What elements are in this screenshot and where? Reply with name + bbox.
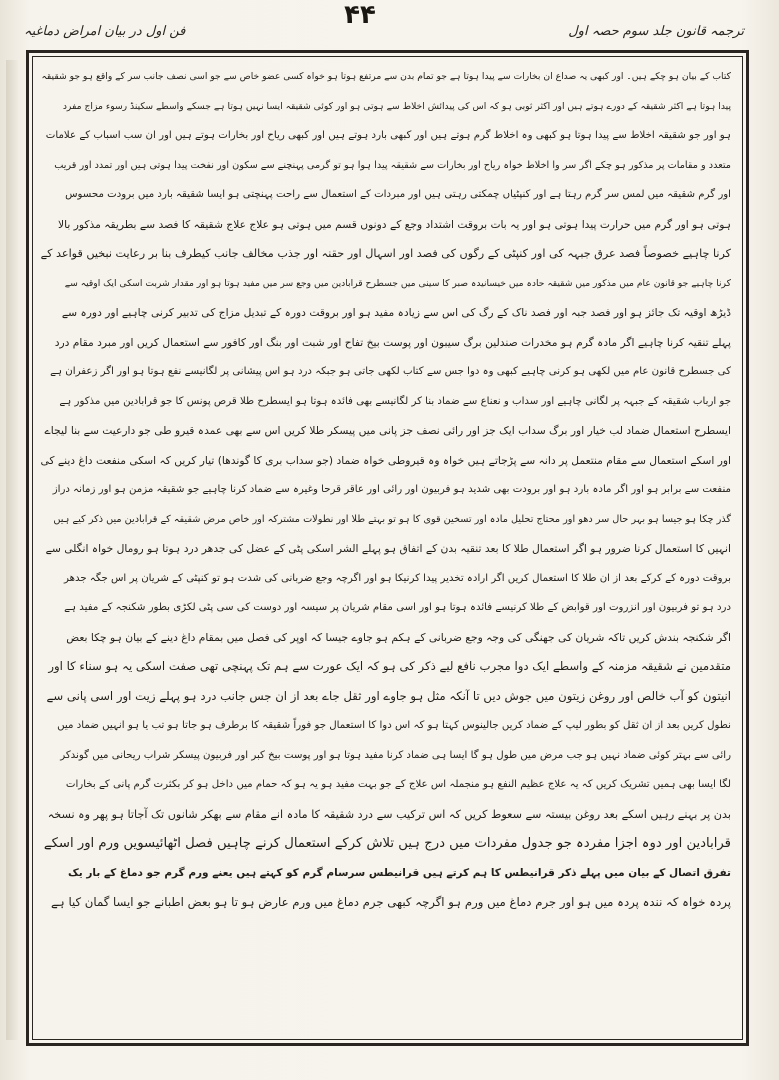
text-line: ڈیڑھ اوقیہ تک جائز ہو اور فصد جبہ اور فصد ناک کے رگ کی اس سے زیادہ مفید ہو اور بروقت دورہ کے تبدیل مزاج کی تدبیر کرنی چاہیے اور دورہ سے — [61, 306, 731, 319]
running-title-right: ترجمہ قانون جلد سوم حصہ اول — [568, 23, 744, 39]
text-line: ہوتی ہو اور گرم میں حرارت پیدا ہوتی ہو اور یہ بات بروقت اشتداد وجع کے دونوں قسم میں ہوتی ہو علاج علاج شقیقہ کا فصد سے بطریقہ مذکور بالا — [58, 217, 731, 231]
text-line: رائی سے بہتر کوئی ضماد نہیں ہو جب مرض میں طول ہو گا ایسا ہی ضماد کرنا مفید ہوتا ہو اور پوست بیخ کبر اور فربیون پیسکر شراب ریحانی میں گوندکر — [60, 749, 731, 761]
text-line: لگا ایسا بھی ہمیں تشریک کریں کہ یہ علاج عظیم النفع ہو منجملہ اس علاج کے جو بہت مفید ہو یہ ہو کہ حمام میں داخل ہو کر بکثرت گرم پانی کے بخارات — [65, 779, 731, 790]
text-line: بدن پر بہنے رہیں اسکے بعد روغن بیستہ سے سعوط کریں کہ اس ترکیب سے درد شقیقہ کا مادہ انے مقام سے بھکر شانوں تک آجاتا ہو پھر وہ نسخہ — [47, 807, 731, 821]
text-line: پیدا ہوتا ہے اکثر شقیقہ کے دورے ہوتے ہیں اور اکثر ثوبی ہو کہ اس کی پیدائش اخلاط سے ہوتی ہو اور کوئی شقیقہ ایسا نہیں ہوتا ہے جسکے واسطے سکینڈ رسوء مزاج مفرد — [62, 100, 731, 112]
binding-gutter — [6, 60, 18, 1040]
text-line: پہلے تنقیہ کرنا چاہیے اگر مادہ گرم ہو مخدرات صندلین برگ سیبون اور پوست بیخ تفاح اور شبت اور بنگ اور کافور سے استعمال کریں اور مبرد مقام درد — [54, 335, 731, 349]
text-line: درد ہو تو فربیون اور انزروت اور قوابض کے طلا کرنیسے فائدہ ہوتا ہو اور اسی مقام شریان پر سیسہ اور دوست کی سی پٹی لکڑی بطور شکنجہ کے مفید ہے — [64, 602, 731, 613]
text-line: کی جسطرح قانون عام میں لکھی ہو کرنی چاہیے کبھی وہ دوا جس سے کتاب لکھی جاتی ہو جبکہ درد ہو اس پیشانی پر لگانیسے نفع ہوتا ہو اور اگر زعفران ہے — [50, 366, 731, 377]
text-line: قرابادین اور دوہ اجزا مفردہ جو جدول مفردات میں درج ہیں تلاش کرکے استعمال کرنے چاہیں فصل اٹھائیسویں ورم اور اسکے — [43, 836, 731, 851]
text-line: انیتون کو آب خالص اور روغن زیتون میں جوش دیں تا آنکہ مثل ہو جاوے اور ثقل جاے بعد از ان جس جانب درد ہو پہلے زیت اور اسی پانی سے — [46, 688, 731, 703]
text-line: اور گرم شقیقہ میں لمس سر گرم رہتا ہے اور کنپٹیاں چمکتی رہتی ہیں اور مبردات کے استعمال سے راحت پہنچتی ہو ایسا شقیقہ بارد میں برودت محسوس — [65, 189, 731, 200]
section-heading-line: تفرق اتصال کے بیان میں پہلے ذکر قرانیطس کا ہم کرتے ہیں قرانیطس سرسام گرم کو کہتے ہیں یعنے ورم گرم جو دماغ کے بار یک — [68, 866, 731, 879]
text-line: اور اسکے استعمال سے مقام منتعمل پر دانہ سے پڑجاتے ہیں خواہ وہ قیروطی خواہ ضماد (جو سداب بری کا گوندھا) تیار کریں کہ اسکی منفعت داغ دینے کی — [40, 453, 731, 467]
text-line: کرنا چاہیے خصوصاً فصد عرق جبہہ کی اور کنپٹی کے رگوں کی فصد اور اسہال اور حقنہ اور جذب مخالف جانب کیطرف بنا بر رعایت نبخیں قواعد کے — [40, 247, 731, 260]
text-line: کرنا چاہیے جو قانون عام میں مذکور میں شقیقہ حادہ میں خیسانیدہ صبر کا سینی میں جسطرح قرابادین میں وجع سر میں مفید ہوتا ہو اور مقدار شربت اسکی ایک اوقیہ سے — [64, 277, 731, 289]
text-line: اگر شکنجہ بندش کریں تاکہ شریان کی جھنگی کی وجہ وجع ضربانی کے ہکم ہو جاوے جیسا کہ اوپر کی فصل میں بمقام داغ دینے کے بیان ہو چکا بعض — [66, 630, 731, 644]
text-line: کتاب کے بیان ہو چکے ہیں۔ اور کبھی یہ صداع ان بخارات سے پیدا ہوتا ہے جو تمام بدن سے مرتفع ہوتا ہو خواہ کسی عضو خاص سے جو اسی نصف جانب سر کے واقع ہو جو شقیقہ — [41, 71, 731, 82]
body-text — [38, 62, 731, 1030]
text-line: گذر چکا ہو جیسا ہو بہر حال سر دھو اور محتاج تحلیل مادہ اور تسخین قوی کا ہو تو بہتے طلا اور نطولات مشترکہ اور خاص مرض شقیقہ کے قرابادین میں ذکر کیے ہیں — [53, 513, 731, 525]
text-line: متعدد و مقامات پر مذکور ہو چکے اگر سر وا اخلاط خواہ ریاح اور بخارات سے شقیقہ پیدا ہوا ہو تو گرمی پہنچنے سے سکون اور نفخت پیدا ہوتی ہیں اور تمدد اور قریب — [54, 159, 731, 171]
text-line: جو ارباب شقیقہ کے جبہہ پر لگانی چاہیے اور سداب و نعناع سے ضماد بنا کر لگانیسے بھی فائدہ ہوتا ہو ایسطرح طلا قرص پونس کا جو قرابادین میں مذکور ہے — [59, 395, 731, 407]
page-number: ۴۴ — [344, 0, 376, 30]
text-line: منفعت سے برابر ہو اور اگر مادہ بارد ہو اور برودت بھی شدید ہو فربیون اور رائی اور عاقر قرحا وغیرہ سے ضماد کرنا چاہیے جو شقیقہ مزمن ہو اور زمانہ دراز — [52, 484, 731, 495]
text-line: متقدمین نے شقیقہ مزمنہ کے واسطے ایک دوا مجرب نافع لیے ذکر کی ہو کہ ایک عورت سے ہم تک پہنچی تھی صفت اسکی یہ ہو سناء کا اور — [48, 659, 731, 673]
text-line: ایسطرح استعمال ضماد لب خیار اور برگ سداب ایک جز اور رائی نصف جز پانی میں پیسکر طلا کریں اس سے بھی عمدہ قیرو طی جو دارعیت سے بنا لیجاے — [44, 424, 731, 437]
text-line: انہیں کا استعمال کرنا ضرور ہو اگر استعمال طلا کا بعد تنقیہ بدن کے اتفاق ہو پہلے الشر اسکی پٹی کے عضل کی جدھر درد ہوتا ہو رومال خواہ انگلی سے — [45, 542, 731, 555]
text-line: بروقت دورہ کے کرکے بعد از ان طلا کا استعمال کریں اگر ارادہ تخدیر پیدا کرنیکا ہو اور اگرچہ وجع ضربانی کی شدت ہو تو کنپٹی کے شریان پر اس جگہ جدھر — [63, 572, 731, 584]
text-line: نطول کریں بعد از ان ثقل کو بطور لیپ کے ضماد کریں جالینوس کہتا ہو کہ اس دوا کا استعمال جو فوراً شقیقہ کا برطرف ہو جاتا ہو تب یا ہو انہیں ضماد میں — [57, 720, 731, 731]
text-line: ہو اور جو شقیقہ اخلاط سے پیدا ہوتا ہو کبھی وہ اخلاط گرم ہوتے ہیں اور کبھی بارد ہوتے ہیں اور کبھی ریاح اور بخارات ہوتے ہیں اور ان سب اسباب کے علامات — [45, 130, 731, 141]
running-title-left: فن اول در بیان امراض دماغیہ — [24, 23, 186, 39]
text-line: پردہ خواہ کہ نندہ پردہ میں ہو اور جرم دماغ میں ورم ہو اگرچہ کبھی جرم دماغ میں ورم عارض ہو تا ہو بعض اطبانے جو ایسا گمان کیا ہے — [51, 895, 731, 909]
